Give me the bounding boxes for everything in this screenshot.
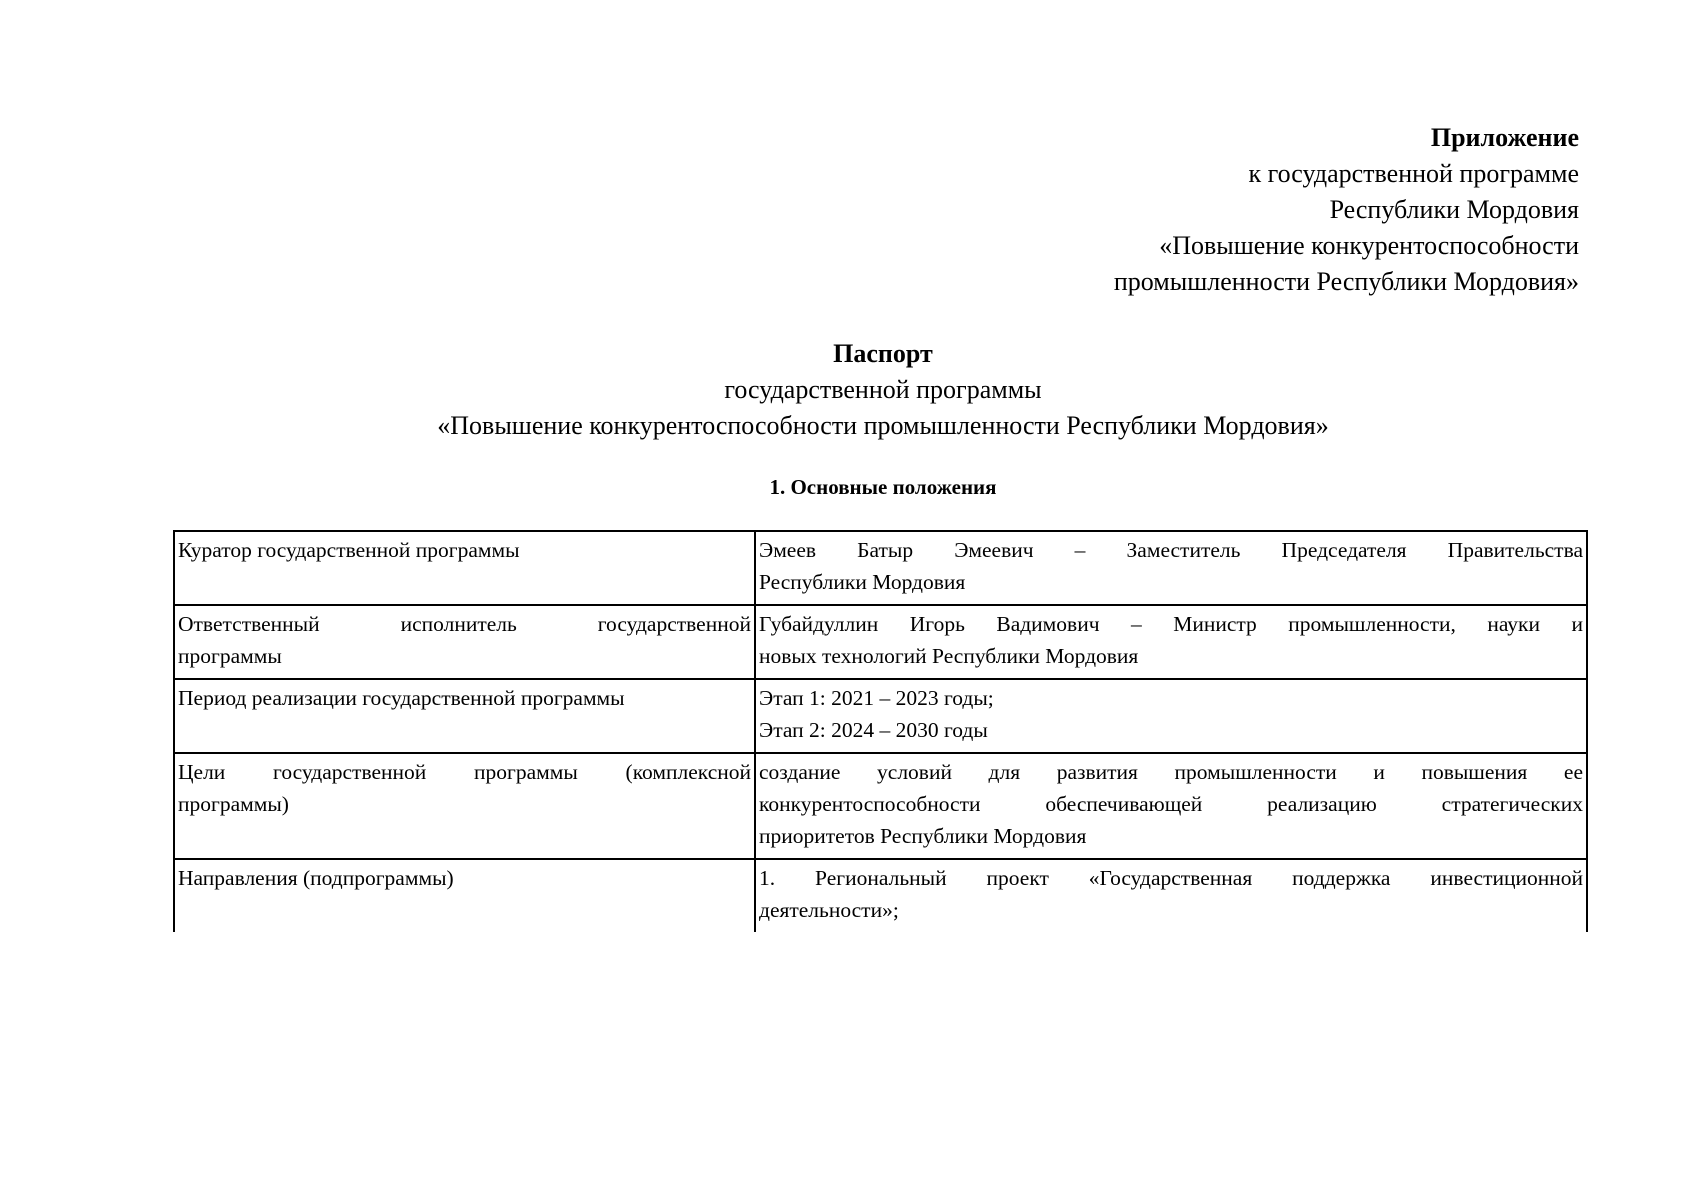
table-row xyxy=(174,531,1587,605)
row-value-line: 1. Региональный проект «Государственная поддержка инвестиционной xyxy=(759,866,1583,890)
row-label-text: Период реализации государственной программы xyxy=(178,686,625,710)
row-label xyxy=(174,679,755,753)
row-value-line: приоритетов Республики Мордовия xyxy=(759,824,1087,848)
row-value-line: деятельности»; xyxy=(759,898,899,922)
passport-heading xyxy=(0,336,1697,444)
table-row xyxy=(174,679,1587,753)
row-label-line: программы) xyxy=(178,792,289,816)
appendix-header xyxy=(1114,120,1579,300)
passport-title: Паспорт xyxy=(833,339,933,368)
row-label-line: программы xyxy=(178,644,282,668)
section-title: 1. Основные положения xyxy=(769,475,997,499)
row-value-line: Республики Мордовия xyxy=(759,570,966,594)
row-label xyxy=(174,753,755,859)
row-value-line: конкурентоспособности обеспечивающей реализацию стратегических xyxy=(759,792,1583,816)
main-provisions-table xyxy=(173,530,1588,932)
appendix-line: Республики Мордовия xyxy=(1329,195,1579,224)
appendix-line: «Повышение конкурентоспособности xyxy=(1159,231,1579,260)
row-value-line: новых технологий Республики Мордовия xyxy=(759,644,1139,668)
row-value xyxy=(755,605,1587,679)
program-name: «Повышение конкурентоспособности промышленности Республики Мордовия» xyxy=(437,411,1329,440)
row-value-line: Этап 2: 2024 – 2030 годы xyxy=(759,718,988,742)
appendix-line: промышленности Республики Мордовия» xyxy=(1113,267,1579,296)
row-label xyxy=(174,605,755,679)
row-value xyxy=(755,859,1587,932)
row-value-line: создание условий для развития промышленности и повышения ее xyxy=(759,760,1583,784)
passport-subtitle: государственной программы xyxy=(724,375,1042,404)
appendix-line: к государственной программе xyxy=(1248,159,1579,188)
row-label xyxy=(174,531,755,605)
row-label-text: Направления (подпрограммы) xyxy=(178,866,454,890)
table-row xyxy=(174,753,1587,859)
table-row xyxy=(174,859,1587,932)
row-value xyxy=(755,679,1587,753)
row-value-line: Губайдуллин Игорь Вадимович – Министр промышленности, науки и xyxy=(759,612,1583,636)
row-label-text: Куратор государственной программы xyxy=(178,538,520,562)
row-value-line: Этап 1: 2021 – 2023 годы; xyxy=(759,686,994,710)
row-label-line: Цели государственной программы (комплексной xyxy=(178,760,751,784)
row-value-line: Эмеев Батыр Эмеевич – Заместитель Председателя Правительства xyxy=(759,538,1583,562)
row-label-line: Ответственный исполнитель государственной xyxy=(178,612,751,636)
row-value xyxy=(755,753,1587,859)
table-row xyxy=(174,605,1587,679)
row-label xyxy=(174,859,755,932)
row-value xyxy=(755,531,1587,605)
appendix-title: Приложение xyxy=(1430,123,1579,152)
